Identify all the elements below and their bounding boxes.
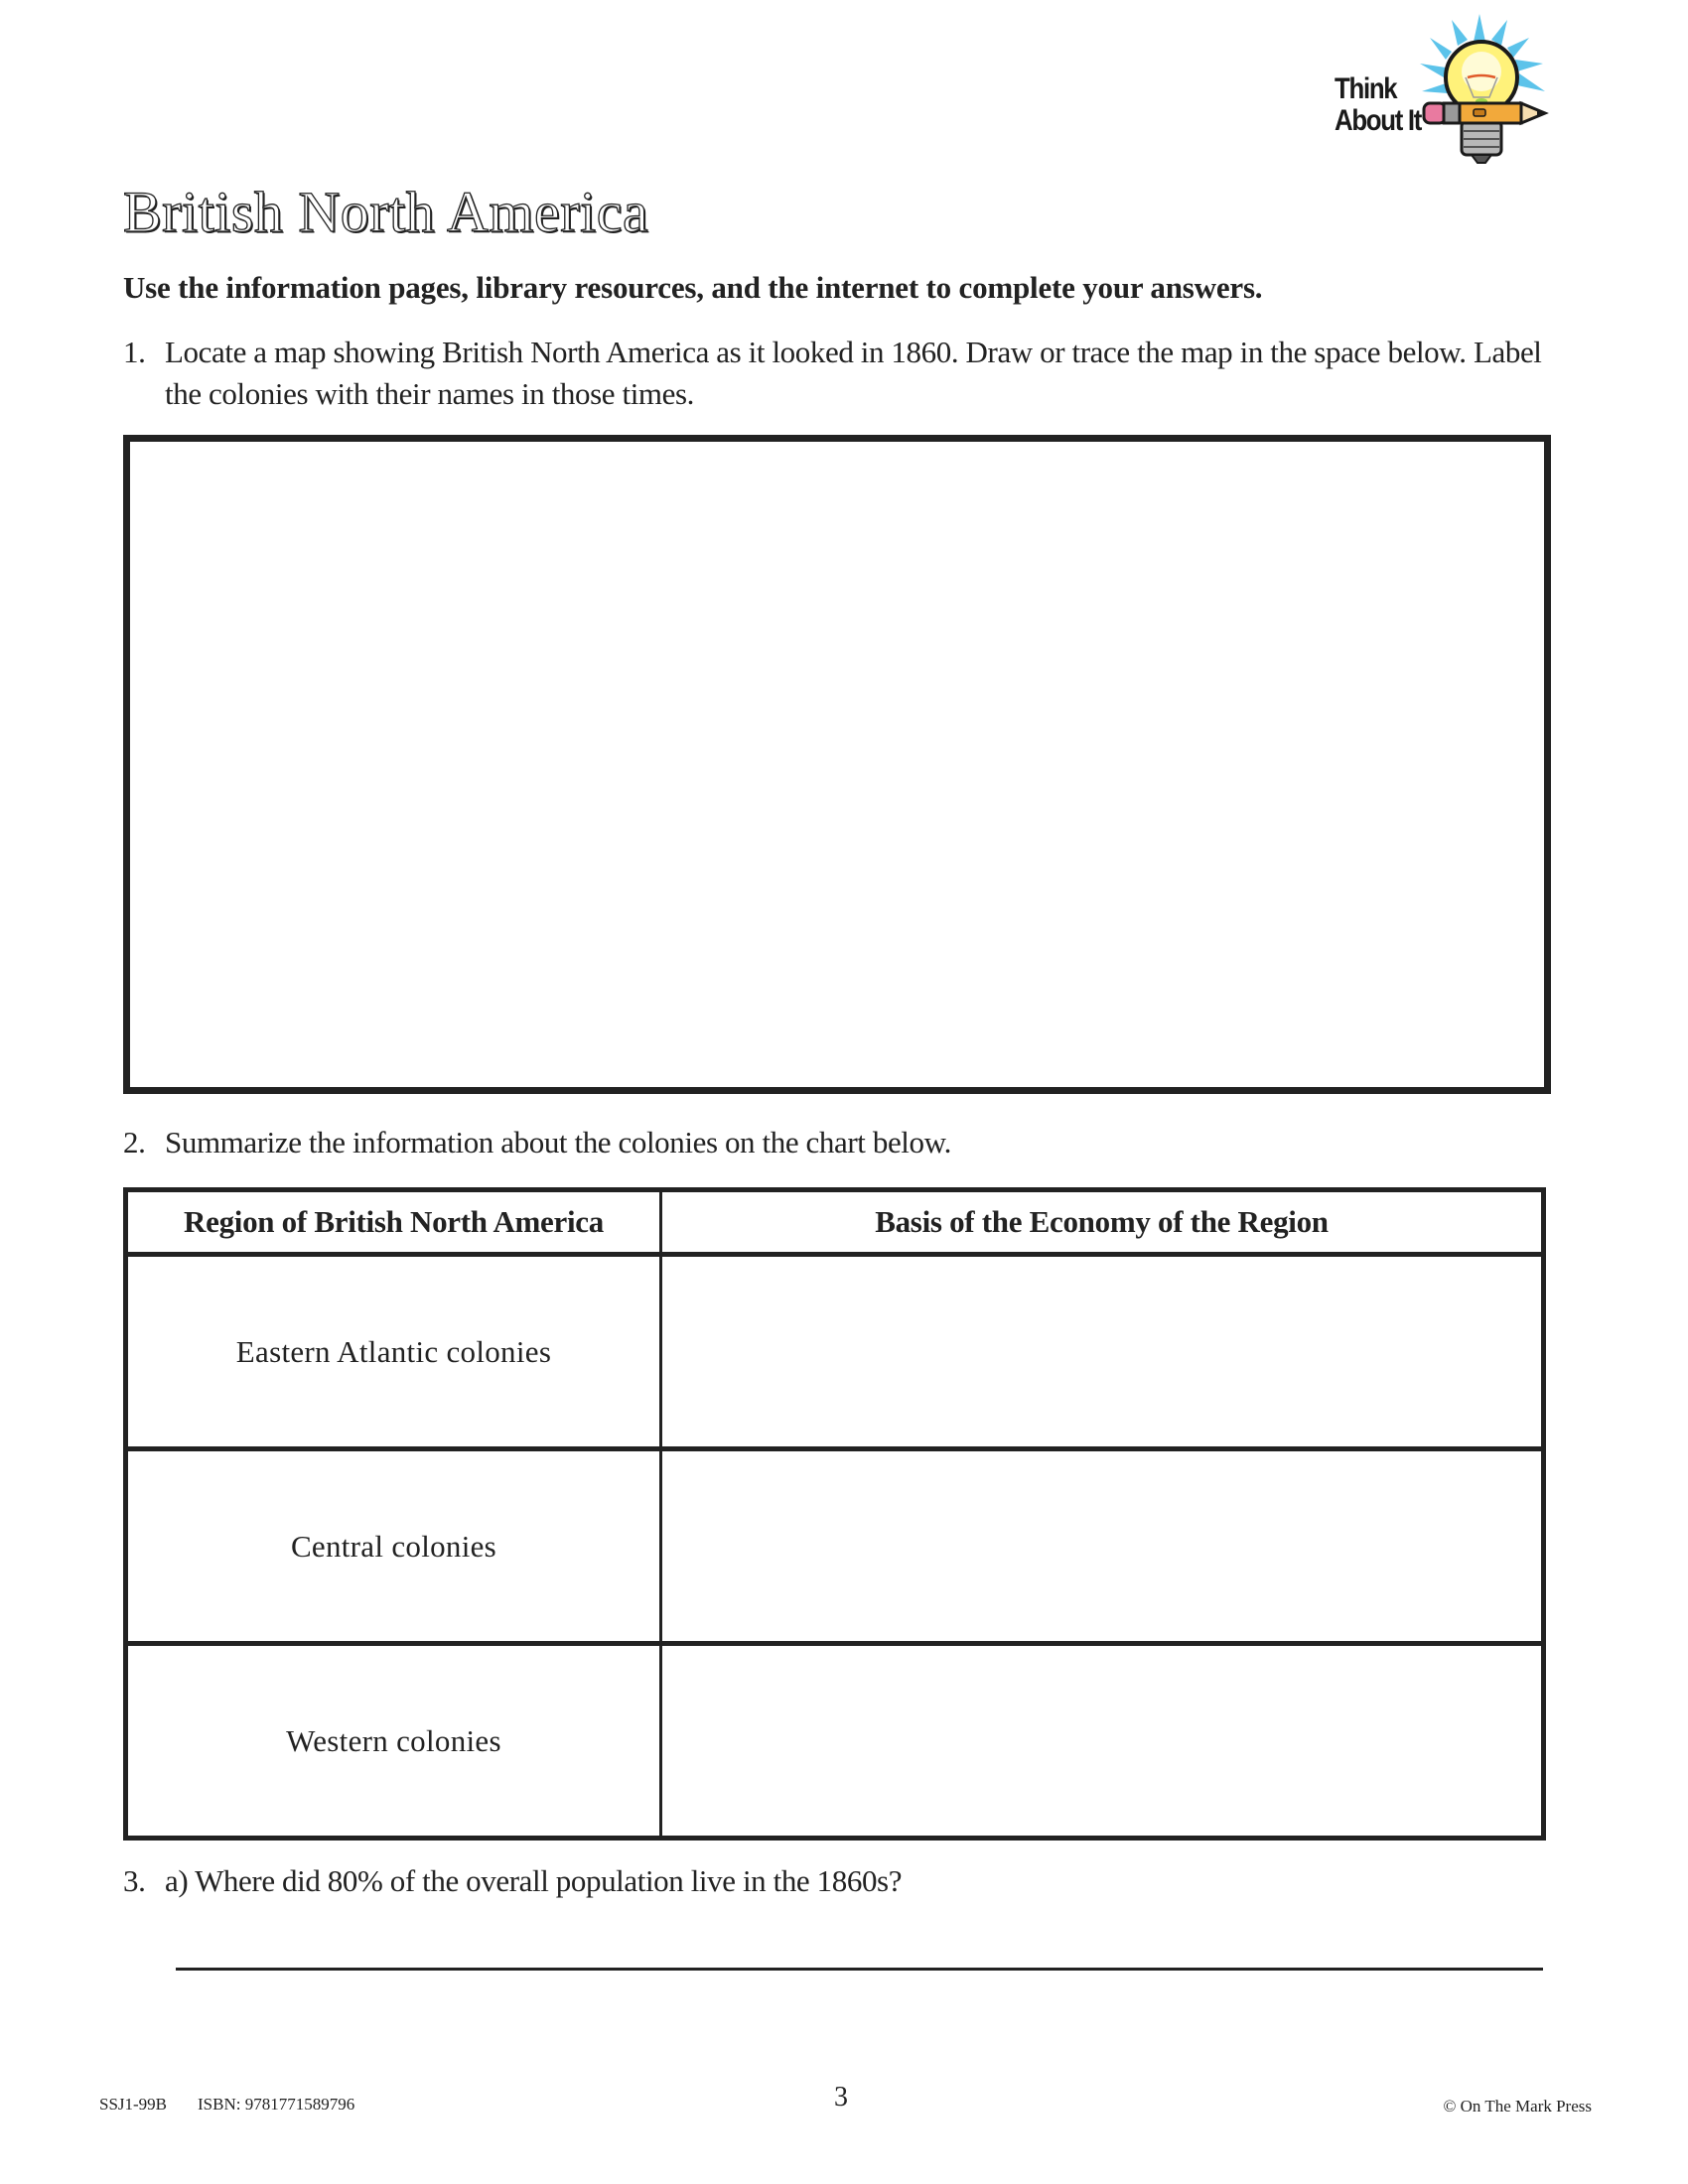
region-cell: Eastern Atlantic colonies — [126, 1255, 661, 1449]
question-number: 3. — [123, 1863, 146, 1898]
page-title: British North America — [123, 180, 649, 244]
question-text: a) Where did 80% of the overall population live in the 1860s? — [165, 1863, 903, 1898]
economy-answer-cell[interactable] — [661, 1449, 1544, 1644]
badge-think-label: Think — [1335, 72, 1397, 105]
question-3 — [123, 1860, 1553, 1902]
table-row — [126, 1449, 1544, 1644]
copyright: © On The Mark Press — [1443, 2097, 1592, 2116]
economy-answer-cell[interactable] — [661, 1255, 1544, 1449]
question-number: 2. — [123, 1125, 146, 1160]
instructions: Use the information pages, library resources, and the internet to complete your answers. — [123, 270, 1263, 305]
product-code: SSJ1-99B — [99, 2095, 168, 2114]
question-2 — [123, 1122, 1553, 1163]
region-cell: Western colonies — [126, 1644, 661, 1839]
table-row — [126, 1255, 1544, 1449]
table-row — [126, 1644, 1544, 1839]
question-text: Summarize the information about the colonies on the chart below. — [165, 1125, 951, 1160]
question-text: Locate a map showing British North America as it looked in 1860. Draw or trace the map in the space below. Label the colonies with their names in those times. — [165, 335, 1542, 411]
region-cell: Central colonies — [126, 1449, 661, 1644]
header-region: Region of British North America — [126, 1190, 661, 1255]
answer-line[interactable] — [176, 1968, 1543, 1971]
table-header-row — [126, 1190, 1544, 1255]
colonies-chart-table — [123, 1187, 1546, 1841]
map-drawing-area[interactable] — [123, 435, 1551, 1094]
badge-about-it-label: About It — [1335, 104, 1422, 137]
question-1 — [123, 332, 1553, 415]
page-number: 3 — [834, 2082, 848, 2113]
header-economy: Basis of the Economy of the Region — [661, 1190, 1544, 1255]
question-number: 1. — [123, 335, 146, 369]
lightbulb-pencil-icon — [1418, 12, 1557, 166]
economy-answer-cell[interactable] — [661, 1644, 1544, 1839]
isbn: ISBN: 9781771589796 — [198, 2095, 355, 2114]
